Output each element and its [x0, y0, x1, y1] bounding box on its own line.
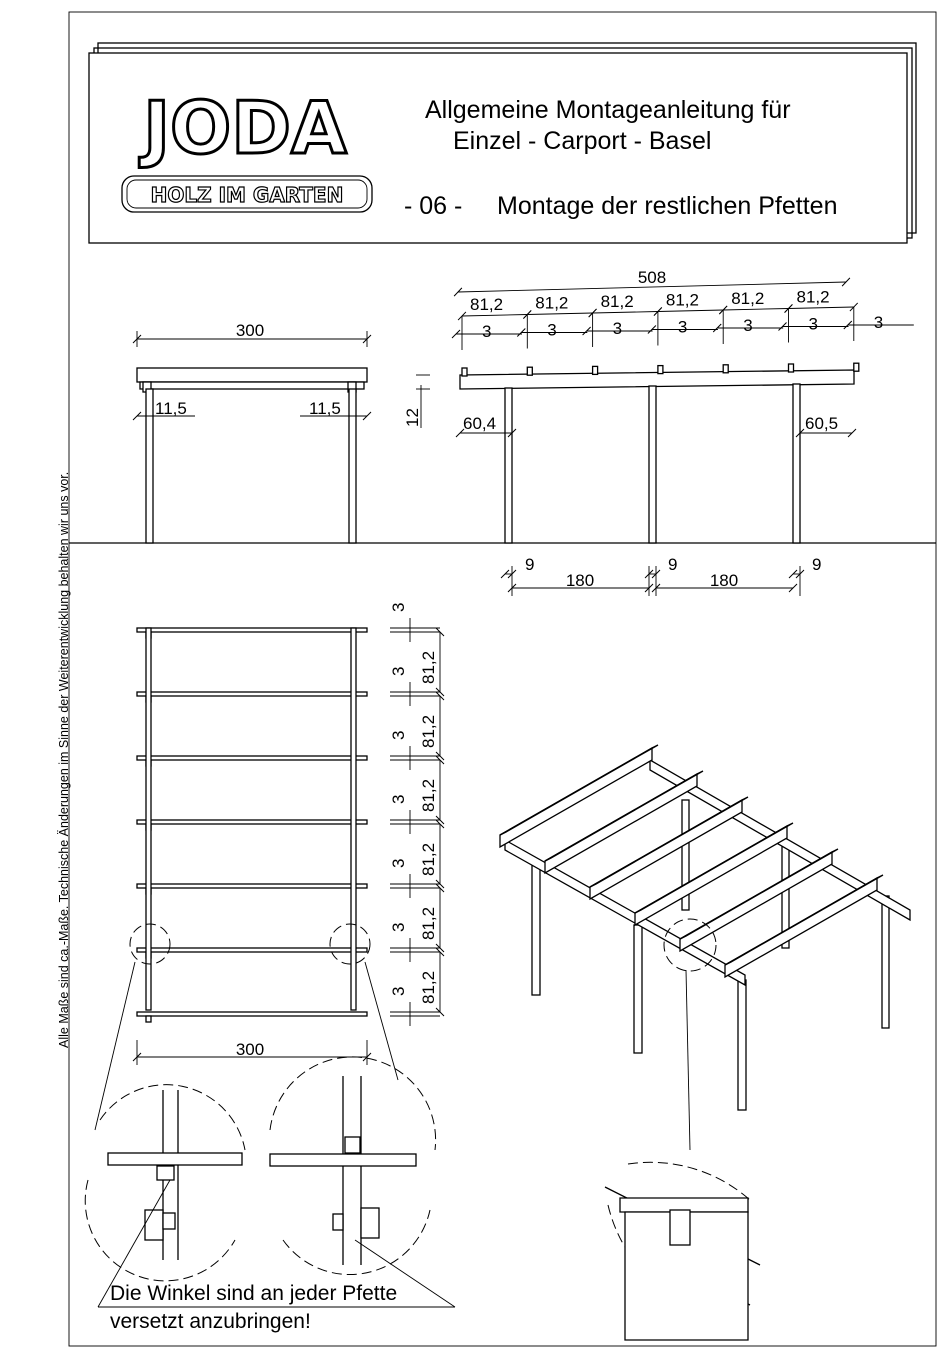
title-line-2: Einzel - Carport - Basel — [453, 127, 712, 155]
iso-purlin — [680, 852, 832, 951]
side-purlin-width-label: 3 — [677, 317, 688, 337]
plan-purlin-width-label: 3 — [389, 794, 408, 804]
side-spacing-label: 81,2 — [796, 287, 830, 307]
side-purlin-width-label: 3 — [808, 314, 818, 334]
plan-view — [95, 603, 440, 1130]
plan-purlin-width-label: 3 — [389, 922, 408, 932]
isometric-view — [500, 745, 910, 1150]
plan-purlin-width-label: 3 — [389, 858, 408, 868]
iso-purlin — [590, 800, 742, 899]
plan-spacing-label: 81,2 — [419, 650, 438, 684]
front-right-offset: 11,5 — [309, 399, 341, 418]
detail-left — [85, 1085, 245, 1281]
front-view — [137, 321, 367, 543]
plan-spacing-label: 81,2 — [419, 842, 438, 876]
step-title: Montage der restlichen Pfetten — [497, 192, 838, 220]
plan-spacing-label: 81,2 — [419, 714, 438, 748]
plan-purlin — [137, 820, 367, 824]
side-purlin-width-label: 3 — [873, 313, 884, 332]
front-width-label: 300 — [235, 321, 265, 340]
title-line-1: Allgemeine Montageanleitung für — [425, 96, 791, 124]
side-spacing-label: 81,2 — [665, 290, 699, 310]
plan-purlin — [137, 884, 367, 888]
iso-purlin — [725, 878, 877, 977]
plan-width-label: 300 — [235, 1040, 265, 1059]
plan-purlin-width-label: 3 — [389, 730, 408, 740]
side-spacing-label: 81,2 — [600, 292, 634, 311]
side-spacing-label: 81,2 — [470, 295, 504, 314]
side-purlin — [527, 367, 532, 375]
side-view — [403, 268, 914, 596]
side-right-overhang: 60,5 — [805, 414, 839, 433]
post-width-2: 9 — [668, 555, 678, 574]
detail-right — [270, 1057, 455, 1307]
iso-purlin — [635, 826, 787, 925]
post-width-1: 9 — [525, 555, 535, 574]
side-total-label: 508 — [637, 268, 667, 287]
plan-purlin — [137, 1012, 367, 1016]
detail-bottom — [605, 1162, 760, 1340]
side-purlin — [789, 364, 794, 372]
plan-spacing-label: 81,2 — [419, 970, 438, 1004]
side-purlin — [593, 366, 598, 374]
post-width-3: 9 — [812, 555, 822, 574]
note-line-1: Die Winkel sind an jeder Pfette — [110, 1282, 398, 1305]
side-left-overhang: 60,4 — [463, 414, 497, 433]
plan-purlin-width-label: 3 — [389, 986, 408, 996]
plan-purlin — [137, 948, 367, 952]
side-height-label: 12 — [403, 408, 422, 427]
post-spacing-2: 180 — [709, 571, 739, 590]
post-spacing-1: 180 — [565, 571, 595, 590]
plan-purlin — [137, 692, 367, 696]
side-purlin — [462, 368, 467, 376]
side-purlin-width-label: 3 — [612, 319, 623, 338]
side-purlin-width-label: 3 — [547, 320, 557, 340]
logo-tagline: HOLZ IM GARTEN — [150, 183, 344, 207]
side-spacing-label: 81,2 — [535, 293, 569, 313]
plan-purlin — [137, 756, 367, 760]
iso-purlin — [545, 774, 697, 873]
front-left-offset: 11,5 — [155, 399, 187, 418]
side-spacing-label: 81,2 — [731, 289, 765, 308]
side-purlin-width-label: 3 — [743, 316, 753, 335]
side-purlin — [658, 366, 663, 374]
iso-purlin — [500, 748, 652, 847]
side-purlin-width-label: 3 — [482, 322, 492, 341]
plan-purlin-width-label: 3 — [389, 602, 408, 612]
plan-purlin-width-label: 3 — [389, 666, 408, 676]
side-purlin — [723, 365, 728, 373]
joda-logo — [122, 86, 372, 212]
step-number: - 06 - — [404, 192, 463, 220]
logo-brand: JODA — [143, 86, 347, 170]
note-line-2: versetzt anzubringen! — [110, 1310, 311, 1333]
plan-spacing-label: 81,2 — [419, 906, 438, 940]
plan-purlin — [137, 628, 367, 632]
side-purlin — [854, 363, 859, 371]
disclaimer-note: Alle Maße sind ca.-Maße. Technische Änderungen im Sinne der Weiterentwicklung behalten wir uns vor. — [57, 471, 71, 1048]
plan-spacing-label: 81,2 — [419, 778, 438, 812]
